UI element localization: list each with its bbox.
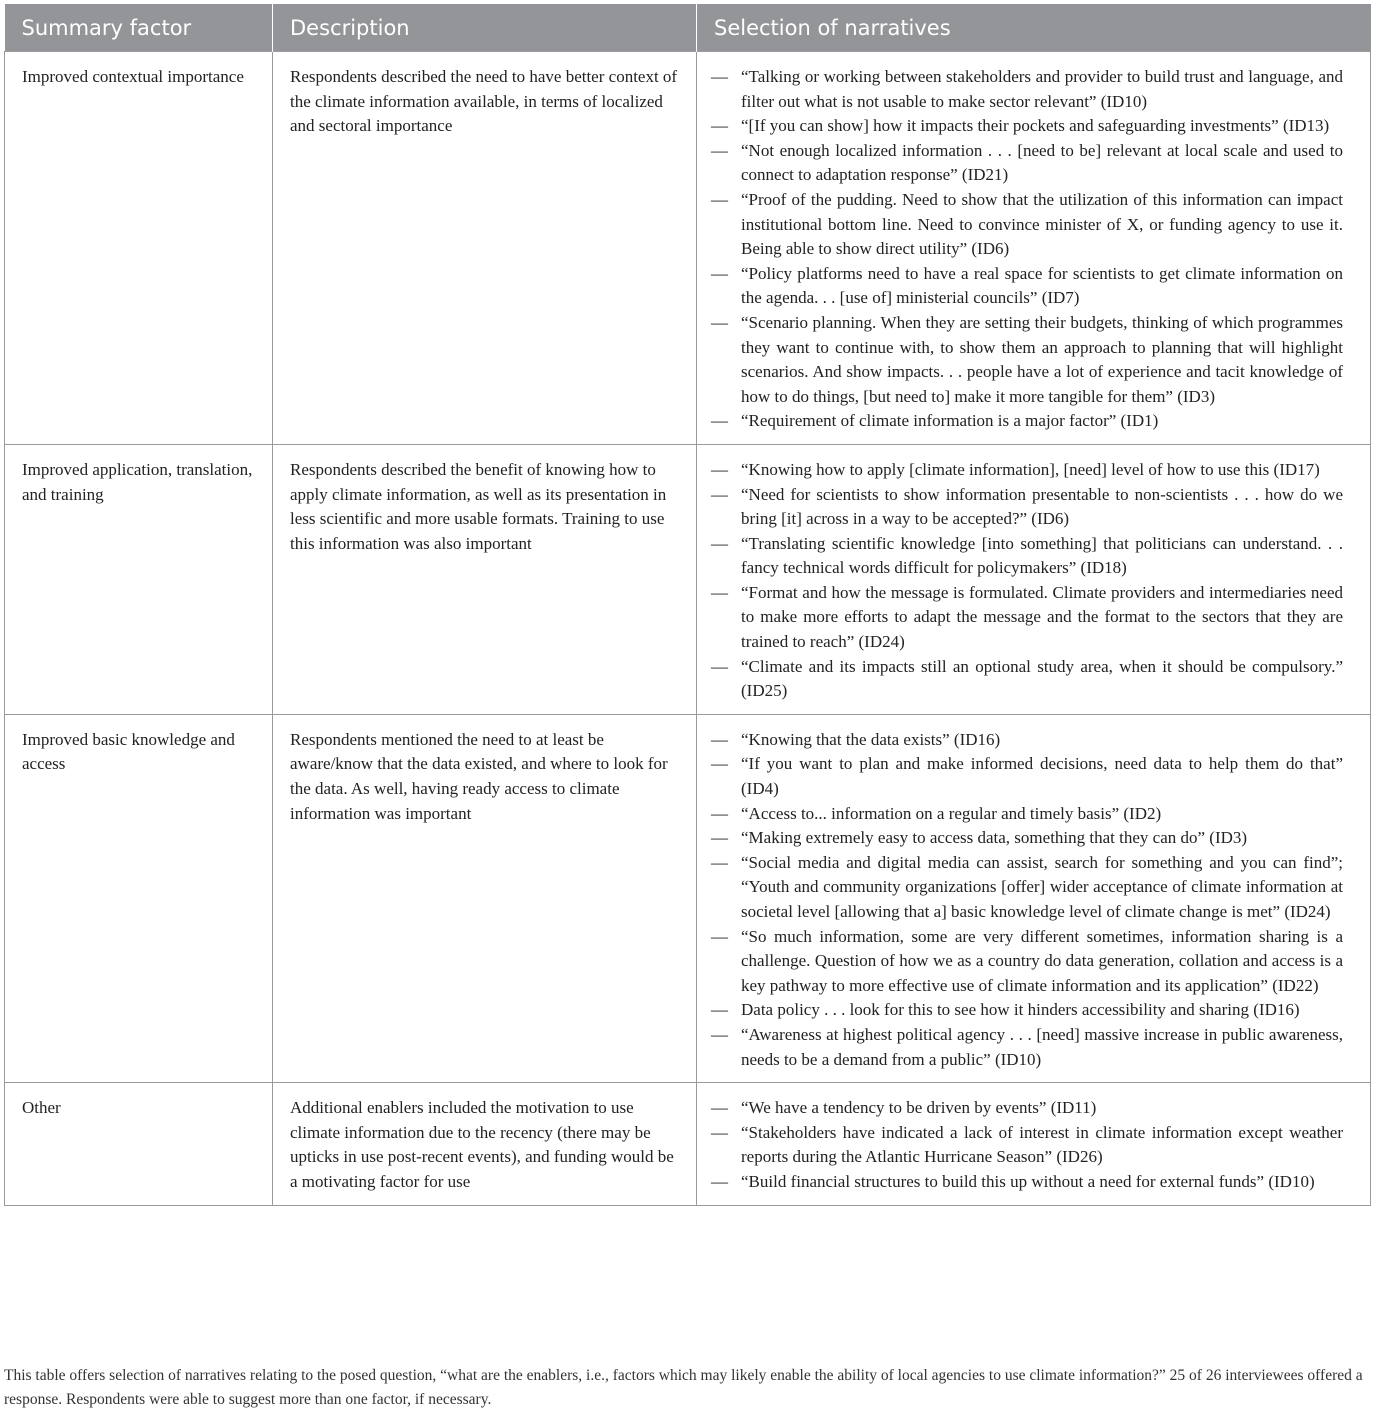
table-row	[5, 714, 1371, 1082]
dash-bullet: —	[711, 1024, 728, 1044]
dash-bullet: —	[711, 1171, 728, 1191]
description-cell: Respondents described the need to have better context of the climate information available, in terms of localized and sectoral importance	[273, 52, 697, 445]
narrative-item	[711, 752, 1343, 801]
description-cell: Respondents described the benefit of knowing how to apply climate information, as well as its presentation in less scientific and more usable formats. Training to use this information was also important	[273, 444, 697, 714]
narrative-text: “Policy platforms need to have a real space for scientists to get climate information on the agenda. . . [use of] ministerial councils” (ID7)	[741, 263, 1343, 308]
narrative-text: “Proof of the pudding. Need to show that the utilization of this information can impact institutional bottom line. Need to convince minister of X, or funding agency to use it. Being able to show direct utility” (ID6)	[741, 189, 1343, 259]
narrative-item	[711, 1170, 1343, 1195]
dash-bullet: —	[711, 656, 728, 676]
dash-bullet: —	[711, 459, 728, 479]
narrative-text: “Making extremely easy to access data, something that they can do” (ID3)	[741, 828, 1248, 848]
narrative-item	[711, 409, 1343, 434]
dash-bullet: —	[711, 729, 728, 749]
narrative-item	[711, 925, 1343, 999]
narrative-text: “If you want to plan and make informed decisions, need data to help them do that” (ID4)	[741, 754, 1343, 799]
description-cell: Additional enablers included the motivation to use climate information due to the recency (there may be upticks in use post-recent events), and funding would be a motivating factor for use	[273, 1083, 697, 1205]
dash-bullet: —	[711, 1122, 728, 1142]
narrative-list	[711, 458, 1343, 704]
header-selection-of-narratives: Selection of narratives	[697, 4, 1371, 52]
narrative-text: “Build financial structures to build this up without a need for external funds” (ID10)	[741, 1171, 1315, 1191]
narrative-text: “Translating scientific knowledge [into something] that politicians can understand. . . fancy technical words difficult for policymakers” (ID18)	[741, 533, 1343, 578]
narrative-item	[711, 826, 1343, 851]
narrative-item	[711, 483, 1343, 532]
narrative-item	[711, 998, 1343, 1023]
table-body	[5, 52, 1371, 1206]
dash-bullet: —	[711, 828, 728, 848]
dash-bullet: —	[711, 803, 728, 823]
dash-bullet: —	[711, 582, 728, 602]
narrative-text: “Requirement of climate information is a major factor” (ID1)	[741, 411, 1159, 431]
narrative-item	[711, 65, 1343, 114]
narrative-item	[711, 532, 1343, 581]
summary-factor-cell: Improved application, translation, and training	[5, 444, 273, 714]
narrative-list	[711, 728, 1343, 1072]
narrative-list	[711, 1096, 1343, 1194]
dash-bullet: —	[711, 140, 728, 160]
summary-factor-cell: Improved basic knowledge and access	[5, 714, 273, 1082]
narratives-cell	[697, 1083, 1371, 1205]
summary-factor-cell: Improved contextual importance	[5, 52, 273, 445]
narrative-text: “Format and how the message is formulated. Climate providers and intermediaries need to make more efforts to adapt the message and the format to the sectors that they are trained to reach” (ID24)	[741, 582, 1343, 652]
dash-bullet: —	[711, 263, 728, 283]
narrative-item	[711, 655, 1343, 704]
table-container	[4, 4, 1370, 1206]
dash-bullet: —	[711, 189, 728, 209]
table-row	[5, 444, 1371, 714]
table-row	[5, 52, 1371, 445]
dash-bullet: —	[711, 754, 728, 774]
narrative-text: “Need for scientists to show information presentable to non-scientists . . . how do we bring [it] across in a way to be accepted?” (ID6)	[741, 484, 1343, 529]
narrative-item	[711, 802, 1343, 827]
narrative-text: “Social media and digital media can assist, search for something and you can find”; “Youth and community organizations [offer] wider acceptance of climate information at societal level [allowing that a] basic knowledge level of climate change is met” (ID24)	[741, 852, 1343, 921]
narrative-item	[711, 1023, 1343, 1072]
narrative-item	[711, 188, 1343, 262]
narrative-item	[711, 581, 1343, 655]
dash-bullet: —	[711, 116, 728, 136]
table-footnote: This table offers selection of narratives relating to the posed question, “what are the enablers, i.e., factors which may likely enable the ability of local agencies to use climate information?” 25 of 26 interviewees offered a response. Respondents were able to suggest more than one factor, if necessary.	[4, 1367, 1363, 1408]
narrative-text: “Climate and its impacts still an optional study area, when it should be compulsory.” (ID25)	[741, 656, 1343, 701]
dash-bullet: —	[711, 1098, 728, 1118]
narrative-item	[711, 1096, 1343, 1121]
table-header-row	[5, 4, 1371, 52]
narrative-text: “Talking or working between stakeholders and provider to build trust and language, and filter out what is not usable to make sector relevant” (ID10)	[741, 67, 1343, 111]
narrative-text: “Scenario planning. When they are setting their budgets, thinking of which programmes they want to continue with, to show them an approach to planning that will highlight scenarios. And show impacts. . . people have a lot of experience and tacit knowledge of how to do things, [but need to] make it more tangible for them” (ID3)	[741, 312, 1343, 406]
narrative-item	[711, 458, 1343, 483]
header-description: Description	[273, 4, 697, 52]
narratives-cell	[697, 52, 1371, 445]
narrative-item	[711, 114, 1343, 139]
narrative-text: “So much information, some are very different sometimes, information sharing is a challenge. Question of how we as a country do data generation, collation and access is a key pathway to more effective use of climate information and its application” (ID22)	[741, 926, 1343, 995]
narrative-text: “Awareness at highest political agency . . . [need] massive increase in public awareness, needs to be a demand from a public” (ID10)	[741, 1024, 1343, 1069]
narrative-item	[711, 1121, 1343, 1170]
dash-bullet: —	[711, 1000, 728, 1020]
narrative-text: “Stakeholders have indicated a lack of interest in climate information except weather reports during the Atlantic Hurricane Season” (ID26)	[741, 1122, 1343, 1167]
narrative-list	[711, 65, 1343, 434]
narrative-text: “Knowing that the data exists” (ID16)	[741, 729, 1001, 749]
narrative-text: “We have a tendency to be driven by events” (ID11)	[741, 1098, 1097, 1118]
narratives-cell	[697, 444, 1371, 714]
description-cell: Respondents mentioned the need to at least be aware/know that the data existed, and where to look for the data. As well, having ready access to climate information was important	[273, 714, 697, 1082]
narratives-cell	[697, 714, 1371, 1082]
narrative-item	[711, 728, 1343, 753]
dash-bullet: —	[711, 926, 728, 946]
enablers-table	[4, 4, 1371, 1206]
narrative-item	[711, 262, 1343, 311]
dash-bullet: —	[711, 411, 728, 431]
narrative-item	[711, 851, 1343, 925]
narrative-text: Data policy . . . look for this to see how it hinders accessibility and sharing (ID16)	[741, 1000, 1300, 1020]
narrative-item	[711, 139, 1343, 188]
narrative-text: “[If you can show] how it impacts their pockets and safeguarding investments” (ID13)	[741, 116, 1330, 136]
narrative-text: “Access to... information on a regular and timely basis” (ID2)	[741, 803, 1162, 823]
table-row	[5, 1083, 1371, 1205]
dash-bullet: —	[711, 533, 728, 553]
header-summary-factor: Summary factor	[5, 4, 273, 52]
dash-bullet: —	[711, 67, 728, 86]
dash-bullet: —	[711, 852, 728, 872]
narrative-text: “Knowing how to apply [climate information], [need] level of how to use this (ID17)	[741, 459, 1320, 479]
dash-bullet: —	[711, 484, 728, 504]
dash-bullet: —	[711, 312, 728, 332]
narrative-item	[711, 311, 1343, 409]
summary-factor-cell: Other	[5, 1083, 273, 1205]
narrative-text: “Not enough localized information . . . [need to be] relevant at local scale and used to connect to adaptation response” (ID21)	[741, 140, 1343, 185]
